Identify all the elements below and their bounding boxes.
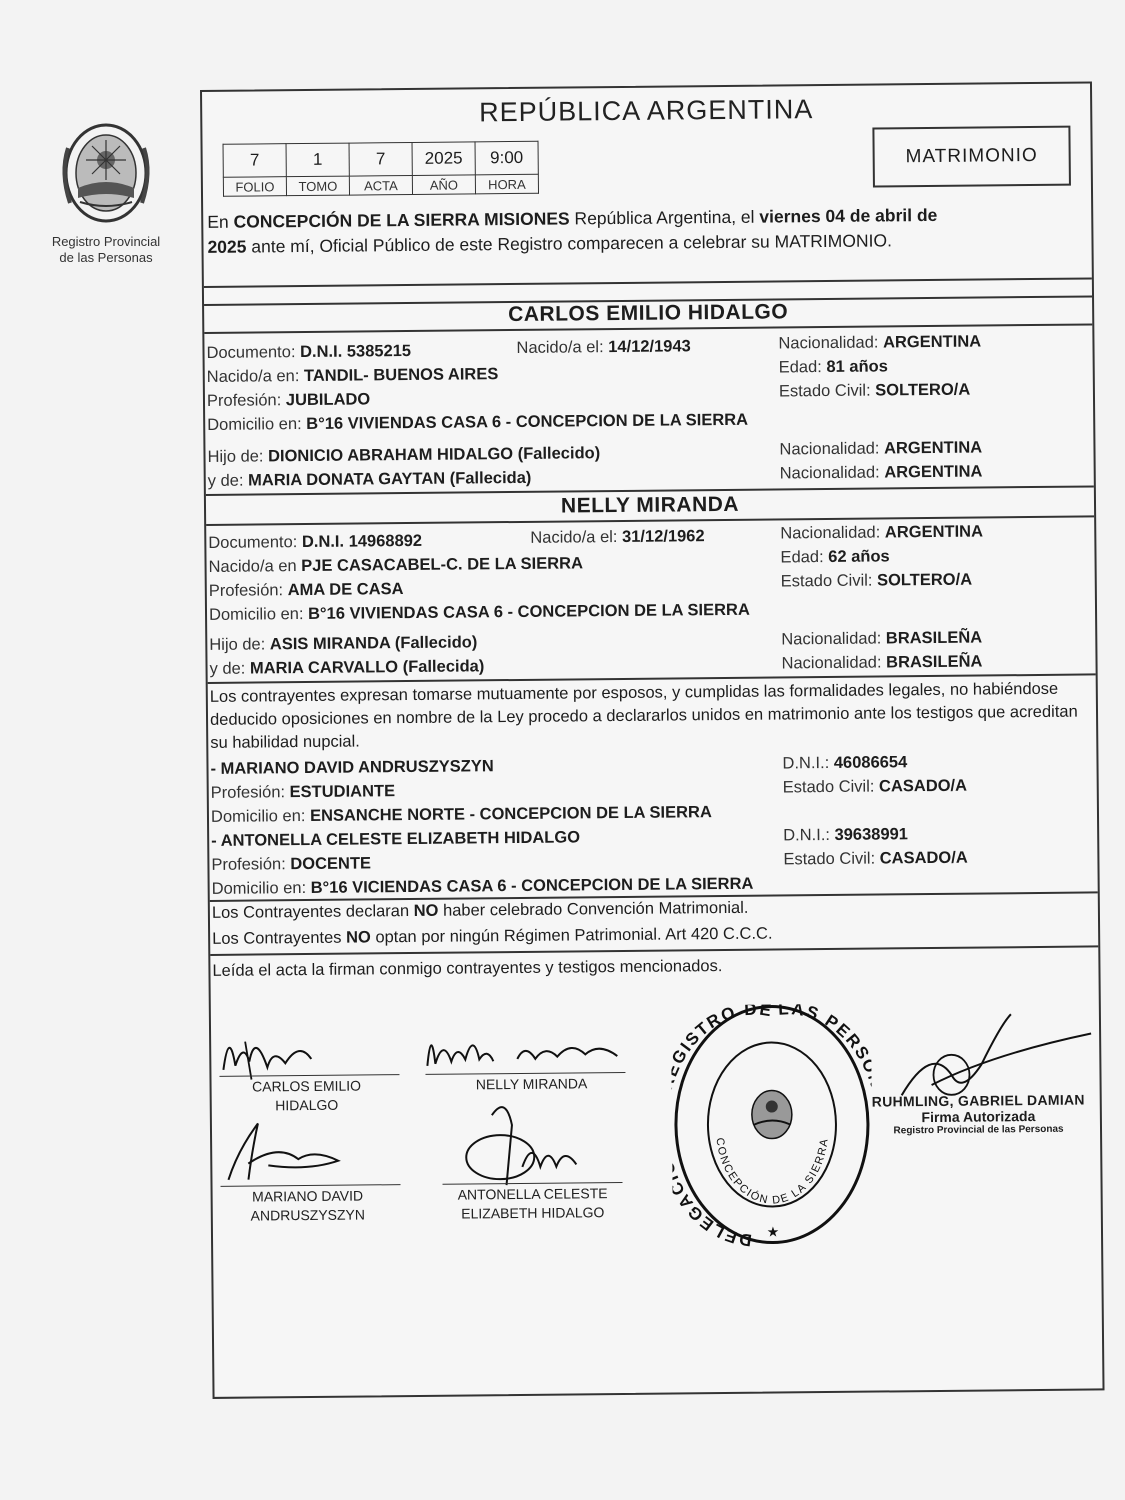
witness2-address: Domicilio en: B°16 VICIENDAS CASA 6 - CONCEPCION DE LA SIERRA: [211, 874, 754, 898]
groom-mother-nationality: Nacionalidad: ARGENTINA: [779, 462, 983, 483]
intro-text-1: En: [207, 211, 234, 232]
bride-birthplace: Nacido/a en PJE CASACABEL-C. DE LA SIERRA: [208, 554, 584, 576]
closing-text: Leída el acta la firman conmigo contrayentes y testigos mencionados.: [212, 957, 723, 980]
official-org: Registro Provincial de las Personas: [893, 1123, 1064, 1137]
declaration-text: Los contrayentes expresan tomarse mutuamente por esposos, y cumplidas las formalidades legales, no habiéndose deducido oposiciones en nombre de la Ley procedo a declararlos unidos en matrimonio ante los testigos que acreditan su habilidad nupcial.: [209, 679, 1078, 752]
registry-table: [223, 141, 539, 197]
country-title: REPÚBLICA ARGENTINA: [479, 94, 814, 128]
witness1-signature-icon: [218, 1109, 359, 1190]
groom-signature-label: CARLOS EMILIO HIDALGO: [252, 1077, 362, 1114]
groom-birthplace: Nacido/a en: TANDIL- BUENOS AIRES: [206, 365, 499, 386]
groom-father: Hijo de: DIONICIO ABRAHAM HIDALGO (Fallecido): [207, 444, 601, 466]
logo-caption-line2: de las Personas: [59, 250, 153, 265]
witness2-civil-status: Estado Civil: CASADO/A: [783, 848, 968, 869]
hour-label: HORA: [475, 174, 538, 194]
intro-paragraph: [207, 201, 1087, 259]
stamp-star: ★: [766, 1224, 780, 1241]
bride-birthdate: Nacido/a el: 31/12/1962: [530, 527, 705, 547]
official-title: Firma Autorizada: [921, 1108, 1036, 1126]
svg-text:CONCEPCIÓN DE LA SIERRA: [713, 1136, 831, 1207]
seal-stamp-icon: [671, 1004, 873, 1256]
divider: [204, 277, 1092, 288]
authorized-official: [872, 1092, 1085, 1137]
intro-date-2: 2025: [207, 236, 247, 257]
groom-address: Domicilio en: B°16 VIVIENDAS CASA 6 - CONCEPCION DE LA SIERRA: [207, 410, 749, 434]
bride-signature-label: NELLY MIRANDA: [475, 1075, 588, 1093]
witness1-signature-label: MARIANO DAVID ANDRUSZYSZYN: [250, 1187, 366, 1224]
intro-text-3: ante mí, Oficial Público de este Registro comparecen a celebrar su MATRIMONIO.: [246, 230, 892, 257]
groom-father-nationality: Nacionalidad: ARGENTINA: [779, 438, 983, 459]
witness2-signature-label: ANTONELLA CELESTE ELIZABETH HIDALGO: [457, 1185, 608, 1222]
groom-birthdate: Nacido/a el: 14/12/1943: [516, 337, 691, 357]
convention-line-1: Los Contrayentes declaran NO haber celebrado Convención Matrimonial.: [211, 898, 749, 922]
official-name: RUHMLING, GABRIEL DAMIAN: [871, 1091, 1085, 1110]
intro-text-2: República Argentina, el: [569, 206, 760, 229]
hour-value: 9:00: [475, 141, 538, 175]
groom-profession: Profesión: JUBILADO: [206, 390, 371, 410]
convention-line-2: Los Contrayentes NO optan por ningún Régimen Patrimonial. Art 420 C.C.C.: [212, 924, 773, 948]
bride-age: Edad: 62 años: [780, 547, 890, 567]
groom-nationality: Nacionalidad: ARGENTINA: [778, 332, 982, 353]
groom-age: Edad: 81 años: [778, 357, 888, 377]
tomo-value: 1: [286, 143, 349, 177]
witness2-name: - ANTONELLA CELESTE ELIZABETH HIDALGO: [211, 828, 581, 850]
witness2-profession: Profesión: DOCENTE: [211, 854, 372, 874]
bride-father: Hijo de: ASIS MIRANDA (Fallecido): [209, 633, 478, 654]
bride-mother-nationality: Nacionalidad: BRASILEÑA: [781, 652, 983, 673]
folio-label: FOLIO: [223, 177, 286, 197]
witness1-profession: Profesión: ESTUDIANTE: [210, 782, 396, 802]
acta-value: 7: [349, 142, 412, 176]
groom-mother: y de: MARIA DONATA GAYTAN (Fallecida): [207, 468, 532, 490]
stamp-inner-text: CONCEPCIÓN DE LA SIERRA: [713, 1137, 831, 1207]
witness1-civil-status: Estado Civil: CASADO/A: [782, 776, 968, 797]
groom-document: Documento: D.N.I. 5385215: [206, 341, 412, 362]
folio-value: 7: [223, 144, 286, 178]
witness2-dni: D.N.I.: 39638991: [783, 825, 909, 845]
bride-nationality: Nacionalidad: ARGENTINA: [780, 522, 984, 543]
groom-civil-status: Estado Civil: SOLTERO/A: [778, 380, 971, 401]
intro-date-1: viernes 04 de abril de: [759, 204, 938, 227]
intro-place: CONCEPCIÓN DE LA SIERRA MISIONES: [233, 208, 570, 232]
witness1-name: - MARIANO DAVID ANDRUSZYSZYN: [210, 757, 494, 778]
bride-signature-icon: [421, 1020, 632, 1078]
bride-profession: Profesión: AMA DE CASA: [208, 580, 404, 600]
groom-name: CARLOS EMILIO HIDALGO: [508, 300, 789, 327]
registry-logo: [36, 118, 176, 266]
bride-document: Documento: D.N.I. 14968892: [208, 531, 423, 552]
witness1-dni: D.N.I.: 46086654: [782, 753, 908, 773]
year-label: AÑO: [412, 175, 475, 195]
bride-father-nationality: Nacionalidad: BRASILEÑA: [781, 628, 983, 649]
logo-caption-line1: Registro Provincial: [51, 234, 161, 249]
year-value: 2025: [412, 142, 475, 176]
bride-address: Domicilio en: B°16 VIVIENDAS CASA 6 - CONCEPCION DE LA SIERRA: [208, 600, 750, 624]
bride-civil-status: Estado Civil: SOLTERO/A: [780, 570, 973, 591]
witness2-signature-icon: [452, 1094, 593, 1195]
certificate-frame: [200, 81, 1105, 1399]
witness1-address: Domicilio en: ENSANCHE NORTE - CONCEPCION DE LA SIERRA: [210, 803, 712, 826]
act-type-box: MATRIMONIO: [872, 126, 1071, 188]
bride-name: NELLY MIRANDA: [560, 492, 740, 518]
tomo-label: TOMO: [286, 176, 349, 196]
bride-mother: y de: MARIA CARVALLO (Fallecida): [209, 657, 485, 678]
misiones-emblem-icon: [56, 118, 156, 228]
registry-stamp: [671, 1004, 873, 1261]
stamp-outer-text: DELEGACIÓN DEL REGISTRO DE LAS PERSONAS: [670, 1003, 874, 1250]
acta-label: ACTA: [349, 175, 412, 195]
